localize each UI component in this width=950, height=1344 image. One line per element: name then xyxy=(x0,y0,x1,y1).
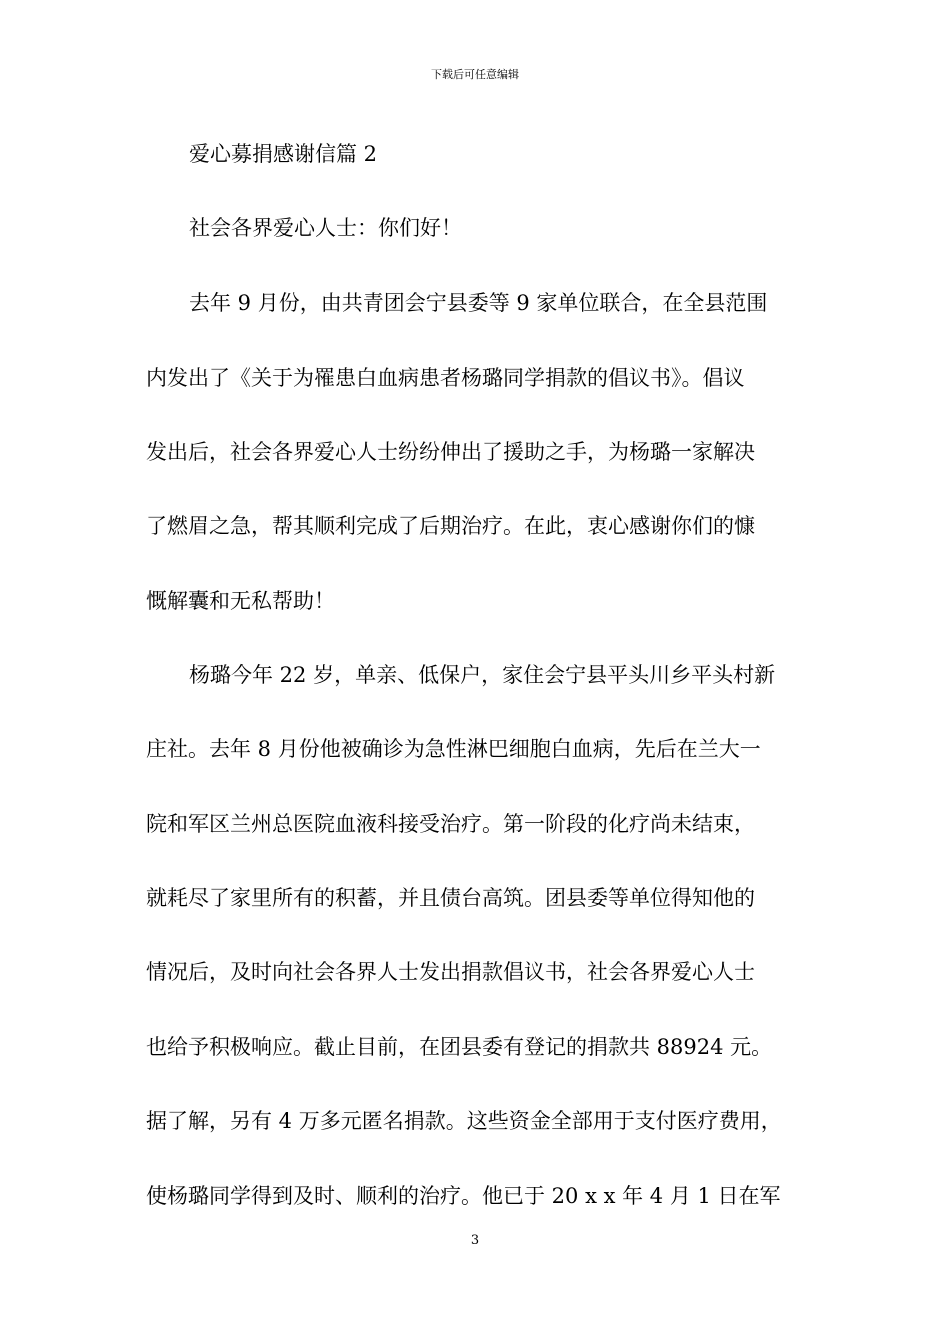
paragraph-line: 去年 9 月份，由共青团会宁县委等 9 家单位联合，在全县范围 xyxy=(189,291,768,315)
paragraph-line: 院和军区兰州总医院血液科接受治疗。第一阶段的化疗尚未结束， xyxy=(146,812,755,836)
paragraph-line: 使杨璐同学得到及时、顺利的治疗。他已于 20 x x 年 4 月 1 日在军 xyxy=(146,1184,781,1208)
page-number: 3 xyxy=(470,1233,480,1248)
paragraph-line: 也给予积极响应。截止目前，在团县委有登记的捐款共 88924 元。 xyxy=(146,1035,773,1059)
salutation: 社会各界爱心人士：你们好！ xyxy=(189,216,462,240)
paragraph-line: 庄社。去年 8 月份他被确诊为急性淋巴细胞白血病，先后在兰大一 xyxy=(146,737,761,761)
paragraph-line: 据了解，另有 4 万多元匿名捐款。这些资金全部用于支付医疗费用， xyxy=(146,1109,782,1133)
paragraph-line: 发出后，社会各界爱心人士纷纷伸出了援助之手，为杨璐一家解决 xyxy=(146,440,755,464)
paragraph-line: 情况后，及时向社会各界人士发出捐款倡议书，社会各界爱心人士 xyxy=(146,960,755,984)
page-header: 下载后可任意编辑 xyxy=(431,68,519,81)
paragraph-line: 就耗尽了家里所有的积蓄，并且债台高筑。团县委等单位得知他的 xyxy=(146,886,755,910)
letter-title: 爱心募捐感谢信篇 2 xyxy=(189,142,378,166)
paragraph-line: 杨璐今年 22 岁，单亲、低保户，家住会宁县平头川乡平头村新 xyxy=(189,663,776,687)
paragraph-line: 慨解囊和无私帮助！ xyxy=(146,589,335,613)
paragraph-line: 了燃眉之急，帮其顺利完成了后期治疗。在此，衷心感谢你们的慷 xyxy=(146,514,755,538)
paragraph-line: 内发出了《关于为罹患白血病患者杨璐同学捐款的倡议书》。倡议 xyxy=(146,366,745,390)
